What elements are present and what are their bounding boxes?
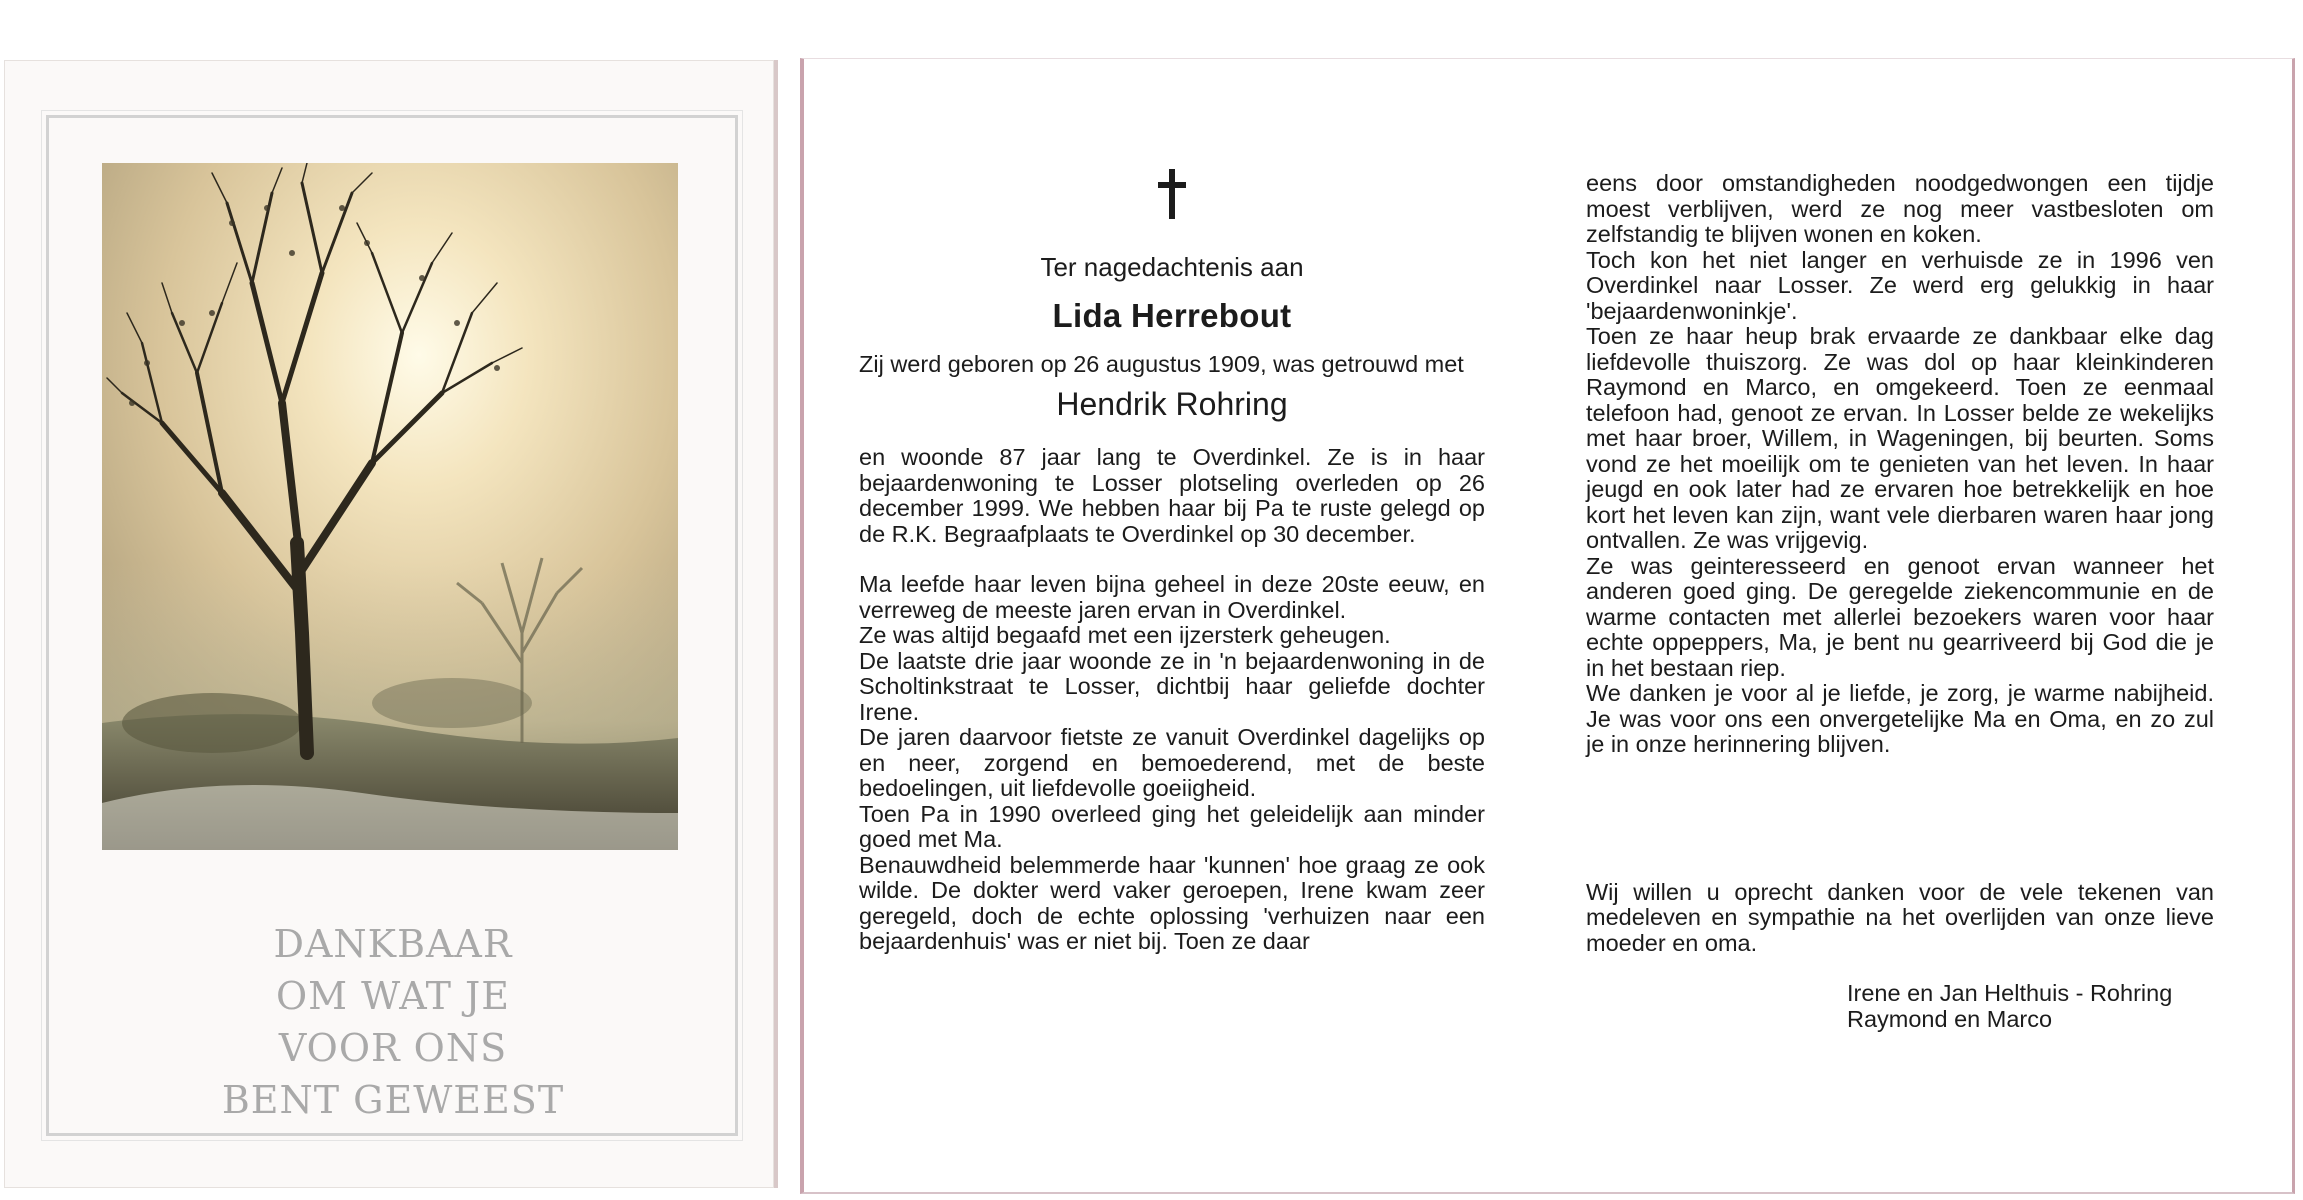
intro-text: Ter nagedachtenis aan	[1040, 252, 1304, 282]
motto	[4, 918, 782, 1126]
signature-line: Raymond en Marco	[1847, 1005, 2053, 1032]
paragraph: De jaren daarvoor fietste ze vanuit Overdinkel dagelijks op en neer, zorgend en bemoederend, met de beste bedoelingen, uit liefdevolle goeiigheid.	[859, 724, 1485, 801]
signature	[1847, 981, 2214, 1032]
paragraph: en woonde 87 jaar lang te Overdinkel. Ze is in haar bejaardenwoning te Losser plotseling overleden op 26 december 1999. We hebben haar bij Pa te ruste gelegd op de R.K. Begraafplaats te Overdinkel op 30 december.	[859, 444, 1485, 547]
inner-card	[800, 58, 2295, 1194]
deceased-name: Lida Herrebout	[1052, 296, 1292, 334]
motto-line: VOOR ONS	[278, 1026, 508, 1070]
motto-line: BENT GEWEEST	[221, 1078, 565, 1122]
paragraph: Ze was altijd begaafd met een ijzersterk geheugen.	[859, 622, 1391, 648]
motto-line: DANKBAAR	[273, 922, 513, 966]
birth-line: Zij werd geboren op 26 augustus 1909, was getrouwd met	[859, 351, 1464, 377]
right-column	[1586, 171, 2214, 1032]
tree-landscape-image	[102, 163, 678, 850]
paragraph: De laatste drie jaar woonde ze in 'n bejaardenwoning in de Scholtinkstraat te Losser, dichtbij haar geliefde dochter Irene.	[859, 647, 1485, 725]
paragraph: Ze was geinteresseerd en genoot ervan wanneer het anderen goed ging. De geregelde ziekencommunie en de warme contacten met allerlei bezoekers waren voor haar echte oppeppers, Ma, je bent nu gearriveerd bij God die je in het bestaan riep.	[1586, 552, 2214, 681]
motto-line: OM WAT JE	[275, 974, 511, 1018]
paragraph: Benauwdheid belemmerde haar 'kunnen' hoe graag ze ook wilde. De dokter werd vaker geroepen, Irene kwam zeer geregeld, doch de echte oplossing 'verhuizen naar een bejaardenhuis' was er niet bij. Toen ze daar	[859, 851, 1485, 954]
spouse-name: Hendrik Rohring	[1056, 385, 1288, 422]
front-card	[4, 60, 778, 1188]
signature-line: Irene en Jan Helthuis - Rohring	[1847, 980, 2173, 1006]
left-column	[859, 169, 1485, 955]
cross-icon	[859, 169, 1485, 233]
paragraph: eens door omstandigheden noodgedwongen een tijdje moest verblijven, werd ze nog meer vastbesloten om zelfstandig te blijven wonen en koken.	[1586, 170, 2214, 247]
paragraph: Toch kon het niet langer en verhuisde ze in 1996 ven Overdinkel naar Losser. Ze werd erg gelukkig in haar 'bejaardenwoninkje'.	[1586, 246, 2214, 324]
thanks-text: Wij willen u oprecht danken voor de vele tekenen van medeleven en sympathie na het overlijden van onze lieve moeder en oma.	[1586, 878, 2214, 956]
tree-photo	[102, 163, 678, 850]
paragraph: We danken je voor al je liefde, je zorg, je warme nabijheid. Je was voor ons een onvergetelijke Ma en Oma, en zo zul je in onze herinnering blijven.	[1586, 680, 2214, 757]
paragraph: Toen ze haar heup brak ervaarde ze dankbaar elke dag liefdevolle thuiszorg. Ze was dol op haar kleinkinderen Raymond en Marco, en omgekeerd. Toen ze eenmaal telefoon had, genoot ze ervan. In Losser belde ze wekelijks met haar broer, Willem, in Wageningen, bij beurten. Soms vond ze het moeilijk om te genieten van het leven. In haar jeugd en ook later had ze ervaren hoe betrekkelijk en hoe kort het leven kan zijn, want vele dierbaren waren haar jong ontvallen. Ze was vrijgevig.	[1586, 323, 2214, 553]
paragraph: Toen Pa in 1990 overleed ging het geleidelijk aan minder goed met Ma.	[859, 800, 1485, 852]
paragraph: Ma leefde haar leven bijna geheel in deze 20ste eeuw, en verreweg de meeste jaren ervan in Overdinkel.	[859, 571, 1485, 623]
